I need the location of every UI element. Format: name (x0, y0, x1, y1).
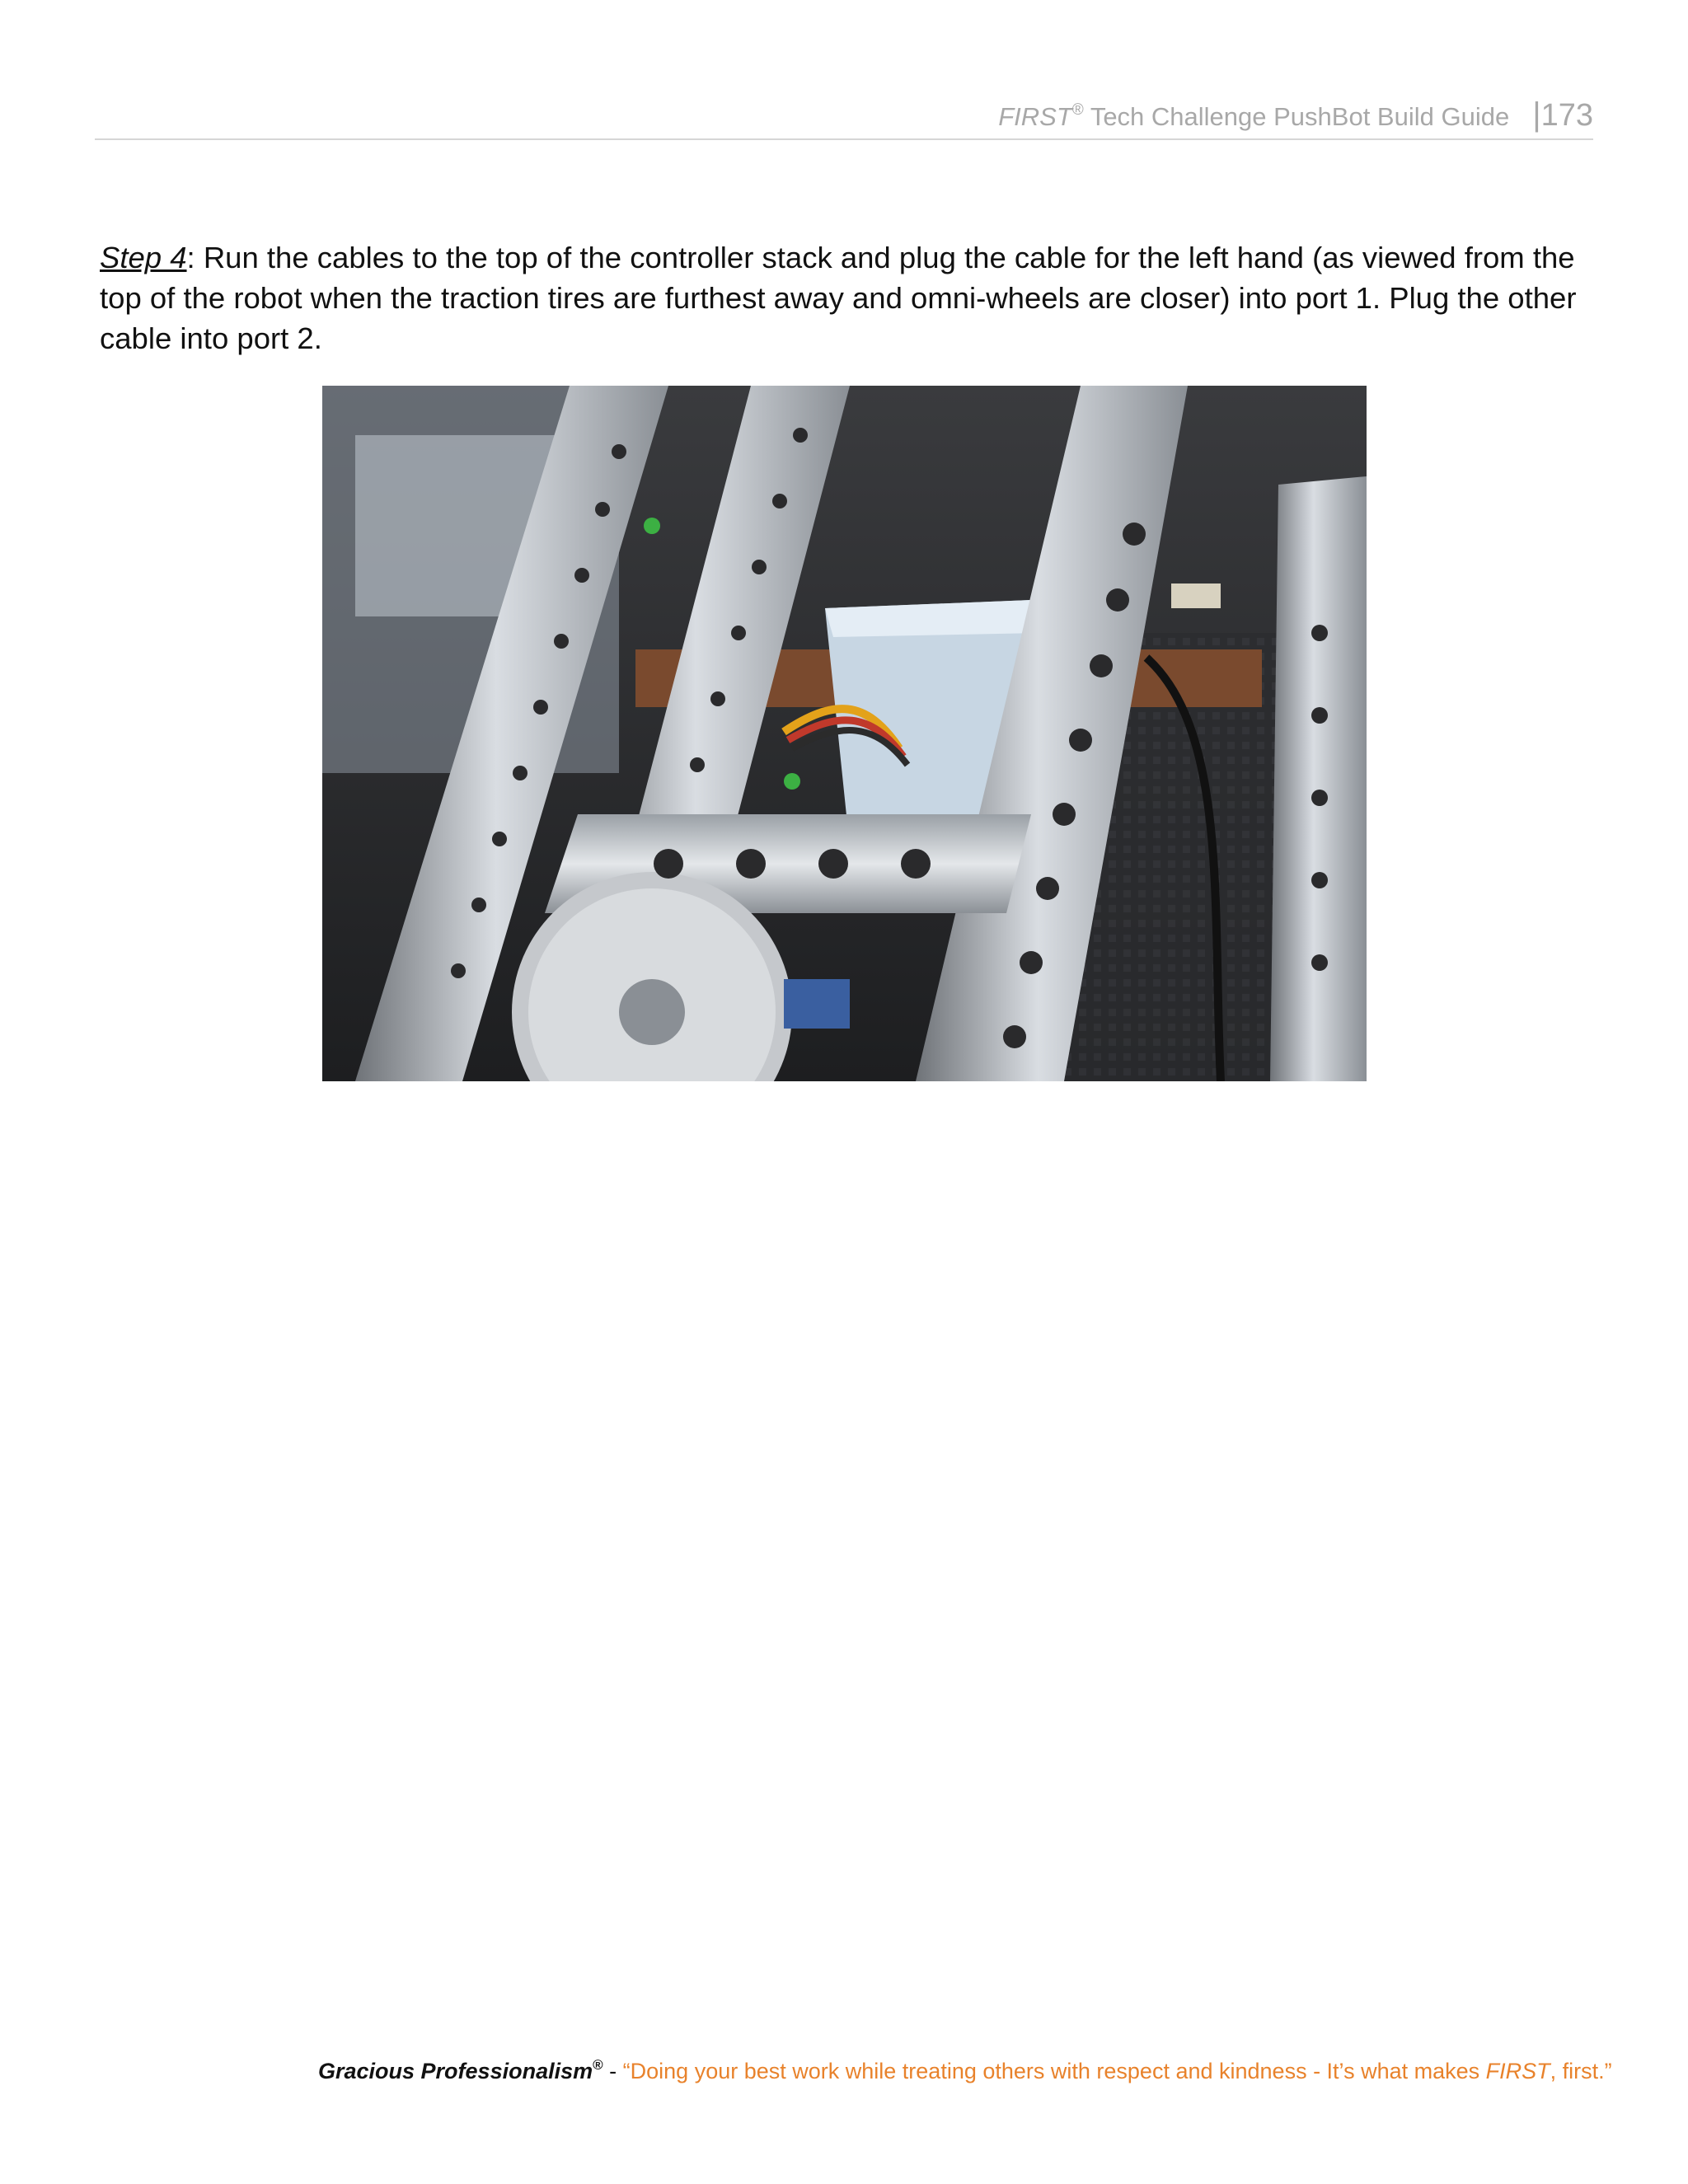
footer-quote-end: , first.” (1550, 2059, 1612, 2083)
robot-photo (322, 386, 1367, 1081)
footer-dash: - (603, 2059, 623, 2083)
step-text: : Run the cables to the top of the controller stack and plug the cable for the left hand (as viewed from the top of the robot when the traction tires are furthest away and omni-wheels are closer) into port 1. Plug the other cable into port 2. (100, 241, 1577, 355)
page-header (95, 92, 1593, 140)
step-paragraph (100, 237, 1600, 359)
header-title-rest: Tech Challenge PushBot Build Guide (1083, 102, 1510, 131)
header-brand: FIRST (998, 102, 1072, 131)
footer-registered-mark: ® (593, 2057, 603, 2073)
page-number: 173 (1540, 98, 1593, 133)
header-title (998, 102, 1509, 131)
header-right (998, 96, 1593, 134)
step-label: Step 4 (100, 241, 187, 274)
header-separator: | (1532, 96, 1541, 133)
header-registered-mark: ® (1071, 101, 1084, 119)
footer-quote-start: “Doing your best work while treating others with respect and kindness - It’s what makes (622, 2059, 1486, 2083)
footer-gp-label: Gracious Professionalism (318, 2059, 593, 2083)
footer-quote-first: FIRST (1485, 2059, 1550, 2083)
page-footer (318, 2056, 1612, 2086)
footer-quote (623, 2059, 1612, 2083)
robot-photo-illustration (322, 386, 1367, 1081)
